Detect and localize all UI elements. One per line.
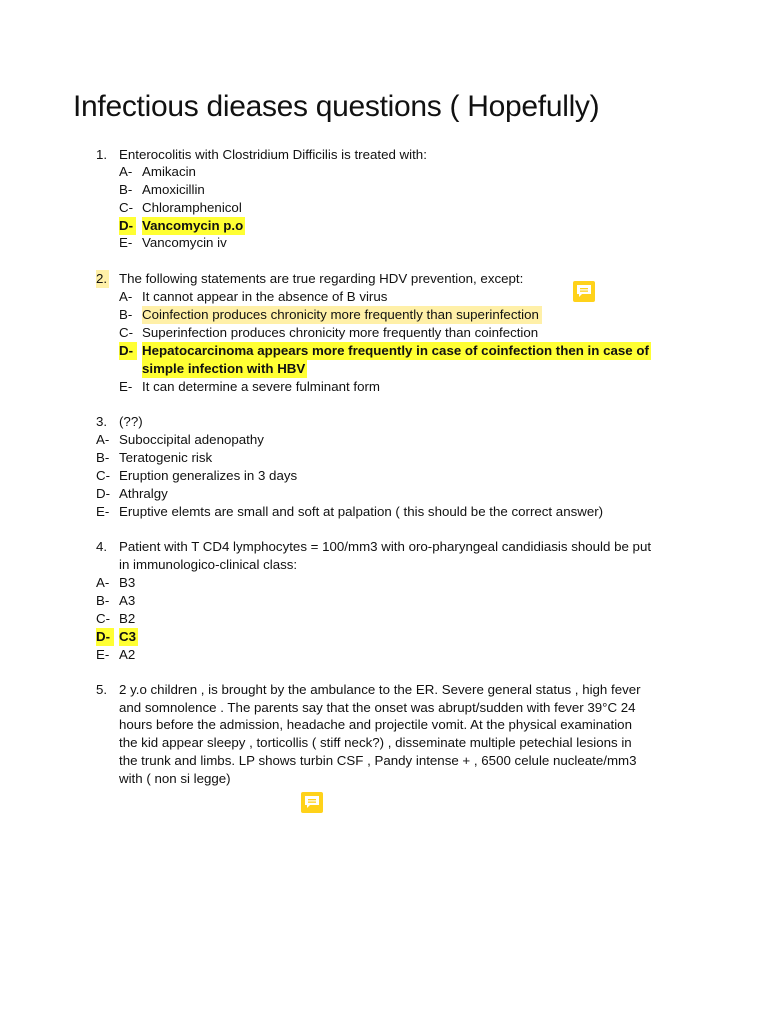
option-label: E-: [119, 235, 133, 250]
question-text-line: and somnolence . The parents say that the onset was abrupt/sudden with fever 39°C 24: [119, 700, 636, 715]
option-label: B-: [119, 182, 133, 197]
option-label: C-: [96, 468, 111, 483]
question-text-line: 2 y.o children , is brought by the ambulance to the ER. Severe general status , high fever: [119, 682, 641, 697]
option-label: A-: [96, 432, 110, 447]
question-text: (??): [119, 414, 143, 429]
option-text: Teratogenic risk: [119, 450, 213, 465]
option-text: Suboccipital adenopathy: [119, 432, 264, 447]
option-text: B2: [119, 611, 136, 626]
option-label: A-: [119, 289, 133, 304]
question-number: 5.: [96, 682, 108, 697]
option-text-correct: Hepatocarcinoma appears more frequently in case of coinfection then in case of: [142, 343, 649, 358]
option-text: Eruptive elemts are small and soft at palpation ( this should be the correct answer): [119, 504, 604, 519]
question-text: Patient with T CD4 lymphocytes = 100/mm3 with oro-pharyngeal candidiasis should be put: [119, 539, 652, 554]
option-text: Amoxicillin: [142, 182, 205, 197]
option-label: C-: [96, 611, 111, 626]
option-label: E-: [96, 504, 110, 519]
page-title: Infectious dieases questions ( Hopefully): [73, 90, 600, 123]
comment-icon[interactable]: [573, 281, 595, 302]
option-label-correct: D-: [119, 342, 137, 360]
option-label-correct: D-: [119, 217, 136, 235]
option-text: It can determine a severe fulminant form: [142, 379, 380, 394]
question-text-cont: in immunologico-clinical class:: [119, 557, 298, 572]
option-label: B-: [96, 593, 110, 608]
question-text: The following statements are true regarding HDV prevention, except:: [119, 271, 524, 286]
comment-glyph: [576, 284, 592, 299]
option-text: Superinfection produces chronicity more frequently than coinfection: [142, 325, 539, 340]
option-text-commented: Coinfection produces chronicity more frequently than superinfection: [142, 306, 542, 324]
option-text: It cannot appear in the absence of B virus: [142, 289, 388, 304]
question-text-line: with ( non si legge): [119, 771, 231, 786]
question-number: 2.: [96, 271, 108, 286]
option-text: Amikacin: [142, 164, 196, 179]
option-label: C-: [119, 200, 134, 215]
option-text-correct: C3: [119, 629, 136, 644]
option-label: E-: [119, 379, 133, 394]
question-text-line: hours before the admission, headache and projectile vomit. At the physical examination: [119, 717, 632, 732]
question-number: 1.: [96, 147, 108, 162]
question-text: Enterocolitis with Clostridium Difficilis is treated with:: [119, 147, 427, 162]
option-text: Athralgy: [119, 486, 168, 501]
option-text: Chloramphenicol: [142, 200, 242, 215]
option-text: A3: [119, 593, 136, 608]
option-label: B-: [119, 307, 133, 322]
question-text-line: the kid appear sleepy , torticollis ( stiff neck?) , disseminate multiple petechial lesions in: [119, 735, 632, 750]
comment-icon[interactable]: [301, 792, 323, 813]
option-text: A2: [119, 647, 136, 662]
option-text-correct-cont: simple infection with HBV: [142, 361, 306, 376]
option-label: E-: [96, 647, 110, 662]
option-label: B-: [96, 450, 110, 465]
option-text: B3: [119, 575, 136, 590]
option-label: A-: [96, 575, 110, 590]
question-text-line: the trunk and limbs. LP shows turbin CSF , Pandy intense + , 6500 celule nucleate/mm3: [119, 753, 637, 768]
question-number: 3.: [96, 414, 108, 429]
option-text-correct: Vancomycin p.o: [142, 218, 244, 233]
option-label-correct: D-: [96, 628, 114, 646]
option-label: A-: [119, 164, 133, 179]
option-text: Vancomycin iv: [142, 235, 227, 250]
comment-glyph: [304, 795, 320, 810]
option-text: Eruption generalizes in 3 days: [119, 468, 298, 483]
question-number: 4.: [96, 539, 108, 554]
option-label: D-: [96, 486, 111, 501]
option-label: C-: [119, 325, 134, 340]
